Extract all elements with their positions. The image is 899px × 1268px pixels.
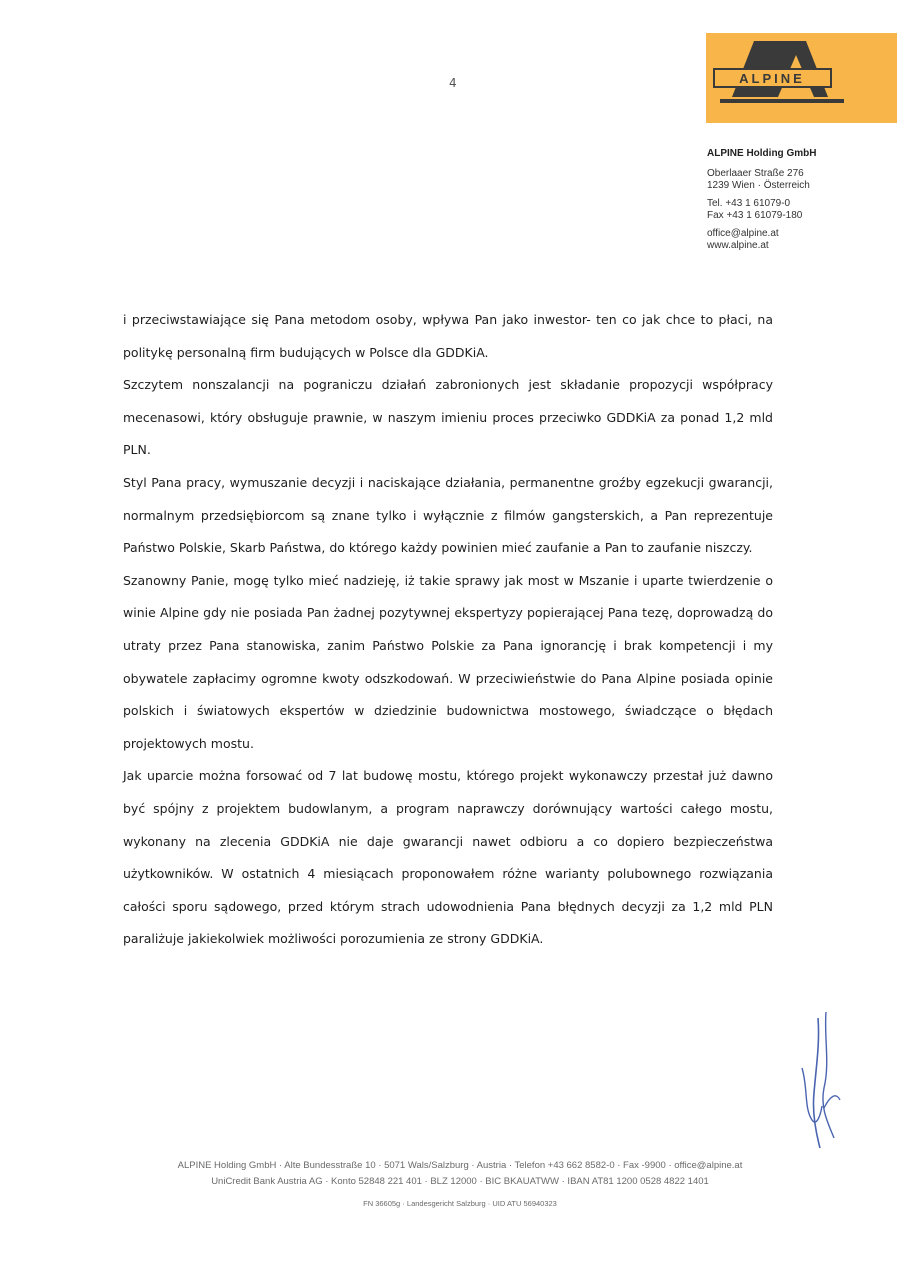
- alpine-logo: [706, 33, 897, 123]
- paragraph: Szczytem nonszalancji na pograniczu działań zabronionych jest składanie propozycji współpracy mecenasowi, który obsługuje prawnie, w naszym imieniu proces przeciwko GDDKiA za ponad 1,2 mld PLN.: [123, 377, 773, 458]
- letter-footer: [100, 1158, 820, 1210]
- paragraph: i przeciwstawiające się Pana metodom osoby, wpływa Pan jako inwestor- ten co jak chce to płaci, na politykę personalną firm budujących w Polsce dla GDDKiA.: [123, 312, 773, 360]
- company-street: Oberlaaer Straße 276: [707, 168, 804, 179]
- company-city: 1239 Wien · Österreich: [707, 180, 810, 191]
- footer-registry-line: FN 36605g · Landesgericht Salzburg · UID ATU 56940323: [363, 1199, 557, 1208]
- company-name: ALPINE Holding GmbH: [707, 148, 817, 159]
- page-number: 4: [449, 76, 457, 90]
- handwritten-signature: [790, 1008, 850, 1162]
- company-email: office@alpine.at: [707, 228, 779, 239]
- paragraph: Styl Pana pracy, wymuszanie decyzji i naciskające działania, permanentne groźby egzekucji gwarancji, normalnym przedsiębiorcom są znane tylko i wyłącznie z filmów gangsterskich, a Pan reprezentuje Państwo Polskie, Skarb Państwa, do którego każdy powinien mieć zaufanie a Pan to zaufanie niszczy.: [123, 474, 773, 556]
- paragraph: Szanowny Panie, mogę tylko mieć nadzieję, iż takie sprawy jak most w Mszanie i uparte twierdzenie o winie Alpine gdy nie posiada Pan żadnej pozytywnej ekspertyzy popierającej Pana tezę, doprowadzą do utraty przez Pana stanowiska, zanim Państwo Polskie za Pana ignorancję i brak kompetencji i my obywatele zapłacimy ogromne kwoty odszkodowań. W przeciwieństwie do Pana Alpine posiada opinie polskich i światowych ekspertów w dziedzinie budownictwa mostowego, świadczące o błędach projektowych mostu.: [123, 572, 773, 751]
- company-fax: Fax +43 1 61079-180: [707, 210, 803, 221]
- paragraph: Jak uparcie można forsować od 7 lat budowę mostu, którego projekt wykonawczy przestał już dawno być spójny z projektem budowlanym, a program naprawczy dorównujący wartości całego mostu, wykonany na zlecenia GDDKiA nie daje gwarancji nawet odbioru a co dopiero bezpieczeństwa użytkowników. W ostatnich 4 miesiącach proponowałem różne warianty polubownego rozwiązania całości sporu sądowego, przed którym strach udowodnienia Pana błędnych decyzji za 1,2 mld PLN paraliżuje jakiekolwiek możliwości porozumienia ze strony GDDKiA.: [123, 768, 773, 947]
- footer-address-line: ALPINE Holding GmbH · Alte Bundesstraße 10 · 5071 Wals/Salzburg · Austria · Telefon +43 662 8582-0 · Fax -9900 · office@alpine.at: [177, 1160, 743, 1171]
- svg-text:ALPINE: ALPINE: [739, 71, 805, 86]
- footer-bank-line: UniCredit Bank Austria AG · Konto 52848 221 401 · BLZ 12000 · BIC BKAUATWW · IBAN AT81 1200 0528 4822 1401: [211, 1176, 709, 1187]
- company-web: www.alpine.at: [707, 240, 769, 251]
- letter-body: [123, 304, 773, 956]
- alpine-logo-mark: [706, 33, 897, 123]
- company-tel: Tel. +43 1 61079-0: [707, 198, 791, 209]
- company-address-block: [707, 148, 816, 258]
